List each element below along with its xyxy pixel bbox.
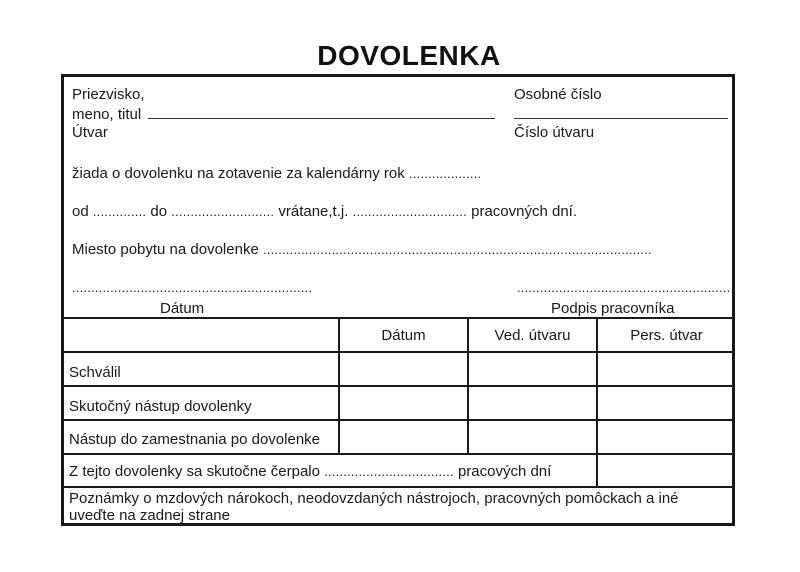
table-row-border-1 bbox=[61, 385, 735, 387]
period-line bbox=[72, 203, 577, 220]
drawn-days-line bbox=[69, 463, 551, 480]
table-bottom-border bbox=[61, 486, 735, 488]
to-field[interactable]: ........................... bbox=[171, 204, 275, 219]
request-year-text bbox=[72, 165, 481, 182]
column-header-hr: Pers. útvar bbox=[630, 327, 703, 344]
signature-label: Podpis pracovníka bbox=[551, 300, 675, 317]
notes-line2: uveďte na zadnej strane bbox=[69, 507, 230, 524]
year-field[interactable]: ................... bbox=[408, 166, 482, 181]
location-field[interactable]: ...................................................................................................... bbox=[262, 242, 652, 257]
form-title: DOVOLENKA bbox=[317, 40, 501, 71]
surname-field[interactable] bbox=[148, 118, 495, 119]
drawn-days-field[interactable]: .................................. bbox=[324, 464, 454, 479]
row-label-actual-start: Skutočný nástup dovolenky bbox=[69, 398, 252, 415]
drawn-days-label: Z tejto dovolenky sa skutočne čerpalo bbox=[69, 463, 320, 480]
working-days-label: pracovných dní. bbox=[471, 203, 578, 220]
date-field[interactable]: ............................................................... bbox=[72, 280, 313, 295]
from-label: od bbox=[72, 203, 89, 220]
drawn-days-suffix: pracových dní bbox=[457, 463, 552, 480]
from-field[interactable]: .............. bbox=[92, 204, 147, 219]
unit-label: Útvar bbox=[72, 124, 108, 141]
row-label-approved: Schválil bbox=[69, 364, 121, 381]
signature-field[interactable]: ........................................................ bbox=[517, 280, 731, 295]
to-label: do bbox=[150, 203, 168, 220]
column-header-date: Dátum bbox=[381, 327, 426, 344]
location-line bbox=[72, 241, 652, 258]
days-field[interactable]: .............................. bbox=[352, 204, 467, 219]
table-header-border bbox=[61, 351, 735, 353]
table-top-border bbox=[61, 317, 735, 319]
personal-number-label: Osobné číslo bbox=[514, 86, 602, 103]
location-label: Miesto pobytu na dovolenke bbox=[72, 241, 259, 258]
notes-line1: Poznámky o mzdových nárokoch, neodovzdaných nástrojoch, pracovných pomôckach a iné bbox=[69, 490, 679, 507]
table-row-border-3 bbox=[61, 453, 735, 455]
surname-label-line2: meno, titul bbox=[72, 106, 142, 123]
table-row-border-2 bbox=[61, 419, 735, 421]
personal-number-field[interactable] bbox=[514, 118, 728, 119]
column-header-manager: Ved. útvaru bbox=[494, 327, 571, 344]
request-year-label: žiada o dovolenku na zotavenie za kalendárny rok bbox=[72, 165, 405, 182]
including-label: vrátane,t.j. bbox=[278, 203, 349, 220]
date-label: Dátum bbox=[160, 300, 205, 317]
row-label-return: Nástup do zamestnania po dovolenke bbox=[69, 431, 321, 448]
surname-label-line1: Priezvisko, bbox=[72, 86, 145, 103]
unit-number-label: Číslo útvaru bbox=[514, 124, 595, 141]
